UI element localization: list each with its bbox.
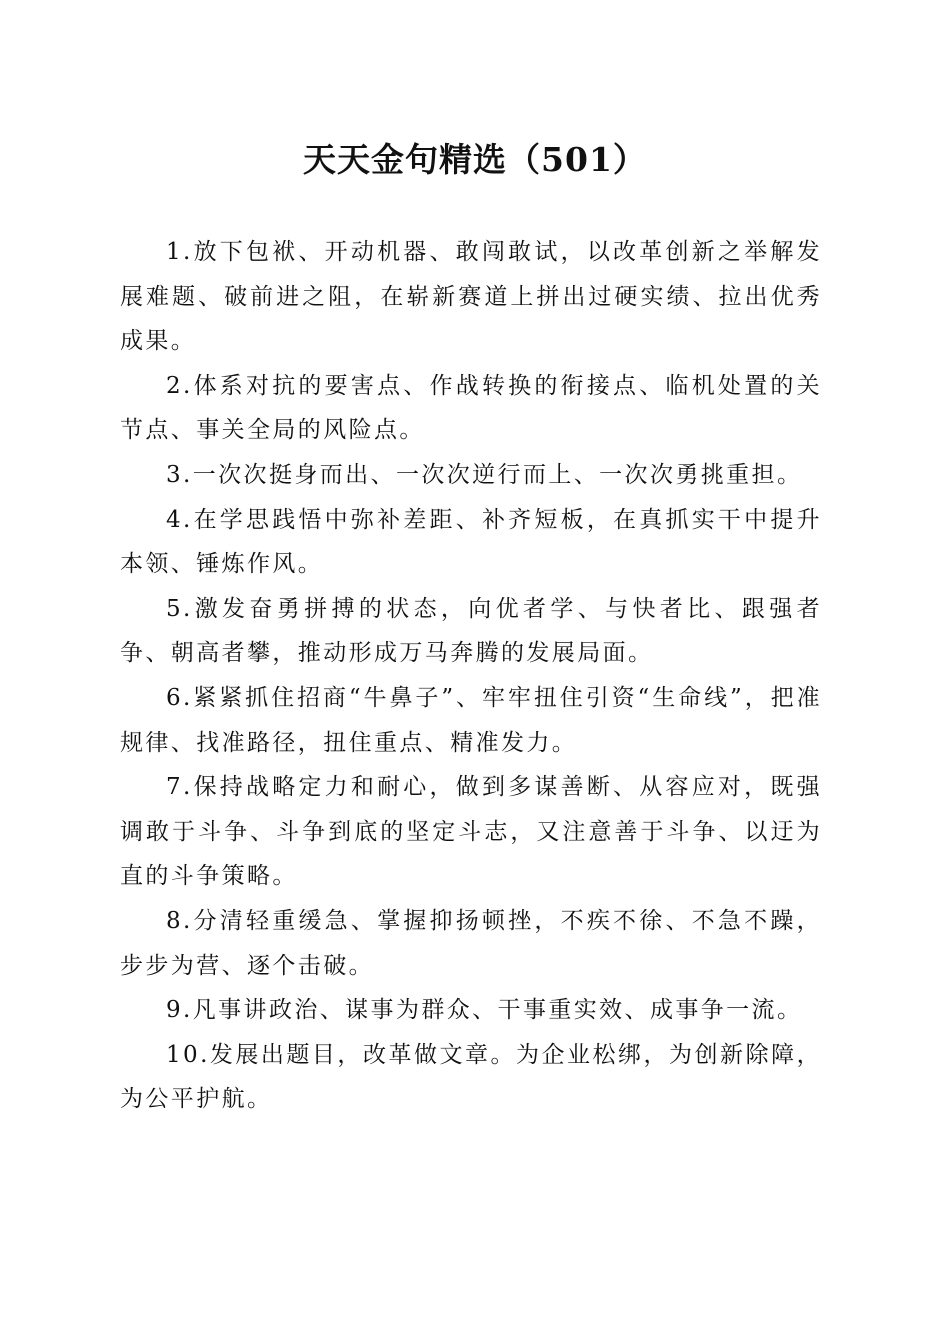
paragraph-2: 2.体系对抗的要害点、作战转换的衔接点、临机处置的关节点、事关全局的风险点。 <box>120 372 822 444</box>
paragraph-1: 1.放下包袱、开动机器、敢闯敢试，以改革创新之举解发展难题、破前进之阻，在崭新赛道上拼出过硬实绩、拉出优秀成果。 <box>120 239 822 355</box>
paragraph-7: 7.保持战略定力和耐心，做到多谋善断、从容应对，既强调敢于斗争、斗争到底的坚定斗志，又注意善于斗争、以迂为直的斗争策略。 <box>120 774 822 890</box>
document-body <box>120 230 822 1122</box>
document-title: 天天金句精选（501） <box>303 140 647 179</box>
paragraph-4: 4.在学思践悟中弥补差距、补齐短板，在真抓实干中提升本领、锤炼作风。 <box>120 506 822 578</box>
paragraph-3: 3.一次次挺身而出、一次次逆行而上、一次次勇挑重担。 <box>166 461 803 488</box>
paragraph-6: 6.紧紧抓住招商“牛鼻子”、牢牢扭住引资“生命线”，把准规律、找准路径，扭住重点、精准发力。 <box>120 684 822 756</box>
paragraph-9: 9.凡事讲政治、谋事为群众、干事重实效、成事争一流。 <box>166 997 803 1024</box>
paragraph-5: 5.激发奋勇拼搏的状态，向优者学、与快者比、跟强者争、朝高者攀，推动形成万马奔腾的发展局面。 <box>120 595 822 667</box>
paragraph-8: 8.分清轻重缓急、掌握抑扬顿挫，不疾不徐、不急不躁，步步为营、逐个击破。 <box>120 907 822 979</box>
paragraph-10: 10.发展出题目，改革做文章。为企业松绑，为创新除障，为公平护航。 <box>120 1041 822 1113</box>
